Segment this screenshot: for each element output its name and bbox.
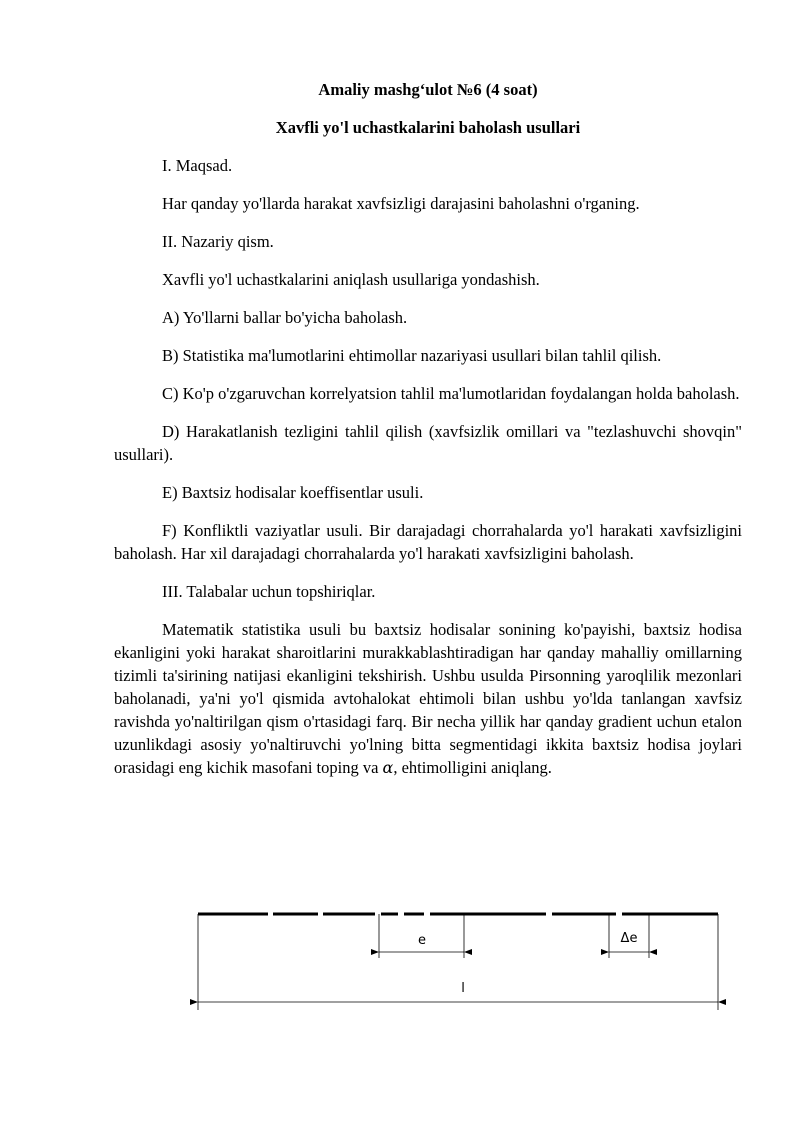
- method-e: E) Baxtsiz hodisalar koeffisentlar usuli.: [162, 483, 424, 502]
- arrow-delta-e-left: [601, 949, 609, 955]
- alpha-symbol: α: [382, 758, 394, 777]
- road-segment-diagram: [180, 900, 740, 1020]
- arrow-delta-e-right: [649, 949, 657, 955]
- dimension-arrows: [190, 949, 726, 1005]
- document-subtitle: Xavfli yo'l uchastkalarini baholash usullari: [275, 118, 581, 137]
- task-text-end: , ehtimolligini aniqlang.: [393, 758, 552, 777]
- arrow-e-right: [464, 949, 472, 955]
- task-text: [114, 618, 742, 779]
- arrow-l-right: [718, 999, 726, 1005]
- tasks-heading: III. Talabalar uchun topshiriqlar.: [162, 582, 376, 601]
- method-d: D) Harakatlanish tezligini tahlil qilish (xavfsizlik omillari va "tezlashuvchi shovqin" usullari).: [114, 422, 742, 464]
- label-e: e: [418, 933, 426, 948]
- label-delta-e: Δe: [620, 931, 638, 946]
- method-f: F) Konfliktli vaziyatlar usuli. Bir darajadagi chorrahalarda yo'l harakati xavfsizligini baholash. Har xil darajadagi chorrahalarda yo'l harakati xavfsizligini baholash.: [114, 521, 742, 563]
- theory-intro: Xavfli yo'l uchastkalarini aniqlash usullariga yondashish.: [162, 270, 540, 289]
- dimension-lines: [198, 914, 718, 1010]
- goal-heading: I. Maqsad.: [162, 156, 233, 175]
- label-l: l: [461, 981, 465, 996]
- theory-heading: II. Nazariy qism.: [162, 232, 274, 251]
- method-a: A) Yo'llarni ballar bo'yicha baholash.: [162, 308, 408, 327]
- arrow-l-left: [190, 999, 198, 1005]
- task-text-main: Matematik statistika usuli bu baxtsiz hodisalar sonining ko'payishi, baxtsiz hodisa ekanligini yoki harakat sharoitlarini murakkablashtiradigan har qanday mahalliy omillarning tizimli ta'sirining natijasi ekanligini tekshirish. Ushbu usulda Pirsonning yaroqlilik mezonlari baholanadi, ya'ni yo'l qismida avtohalokat ehtimoli bilan ushbu yo'lda tanlangan xavfsiz ravishda yo'naltirilgan qism o'rtasidagi farq. Bir necha yillik har qanday gradient uchun etalon uzunlikdagi asosiy yo'naltiruvchi yo'lning bitta segmentidagi ikkita baxtsiz hodisa joylari orasidagi eng kichik masofani toping va: [114, 620, 742, 777]
- method-b: B) Statistika ma'lumotlarini ehtimollar nazariyasi usullari bilan tahlil qilish.: [162, 346, 662, 365]
- document-title: Amaliy mashg‘ulot №6 (4 soat): [318, 80, 538, 99]
- goal-text: Har qanday yo'llarda harakat xavfsizligi darajasini baholashni o'rganing.: [162, 194, 640, 213]
- arrow-e-left: [371, 949, 379, 955]
- document-page: [114, 72, 742, 794]
- method-c: C) Ko'p o'zgaruvchan korrelyatsion tahlil ma'lumotlaridan foydalangan holda baholash.: [162, 384, 740, 403]
